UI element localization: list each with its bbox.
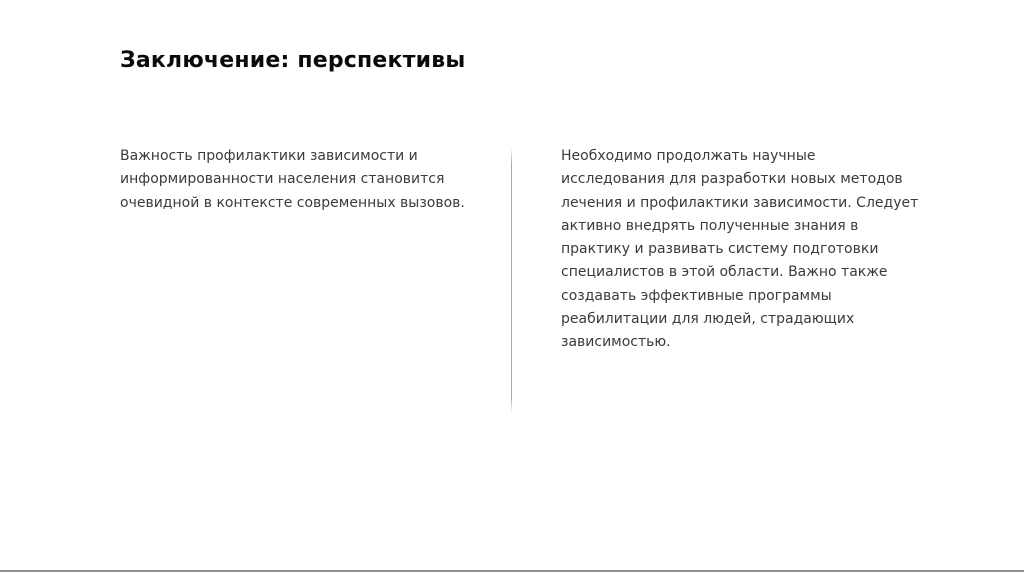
slide-title: Заключение: перспективы — [120, 47, 466, 73]
right-column-text: Необходимо продолжать научные исследования для разработки новых методов лечения и профилактики зависимости. Следует активно внедрять полученные знания в практику и развивать систему подготовки специалистов в этой области. Важно также создавать эффективные программы реабилитации для людей, страдающих зависимостью. — [561, 148, 919, 351]
bottom-rule — [0, 570, 1024, 572]
left-column-text: Важность профилактики зависимости и информированности населения становится очевидной в контексте современных вызовов. — [120, 148, 465, 211]
column-divider — [511, 148, 512, 413]
